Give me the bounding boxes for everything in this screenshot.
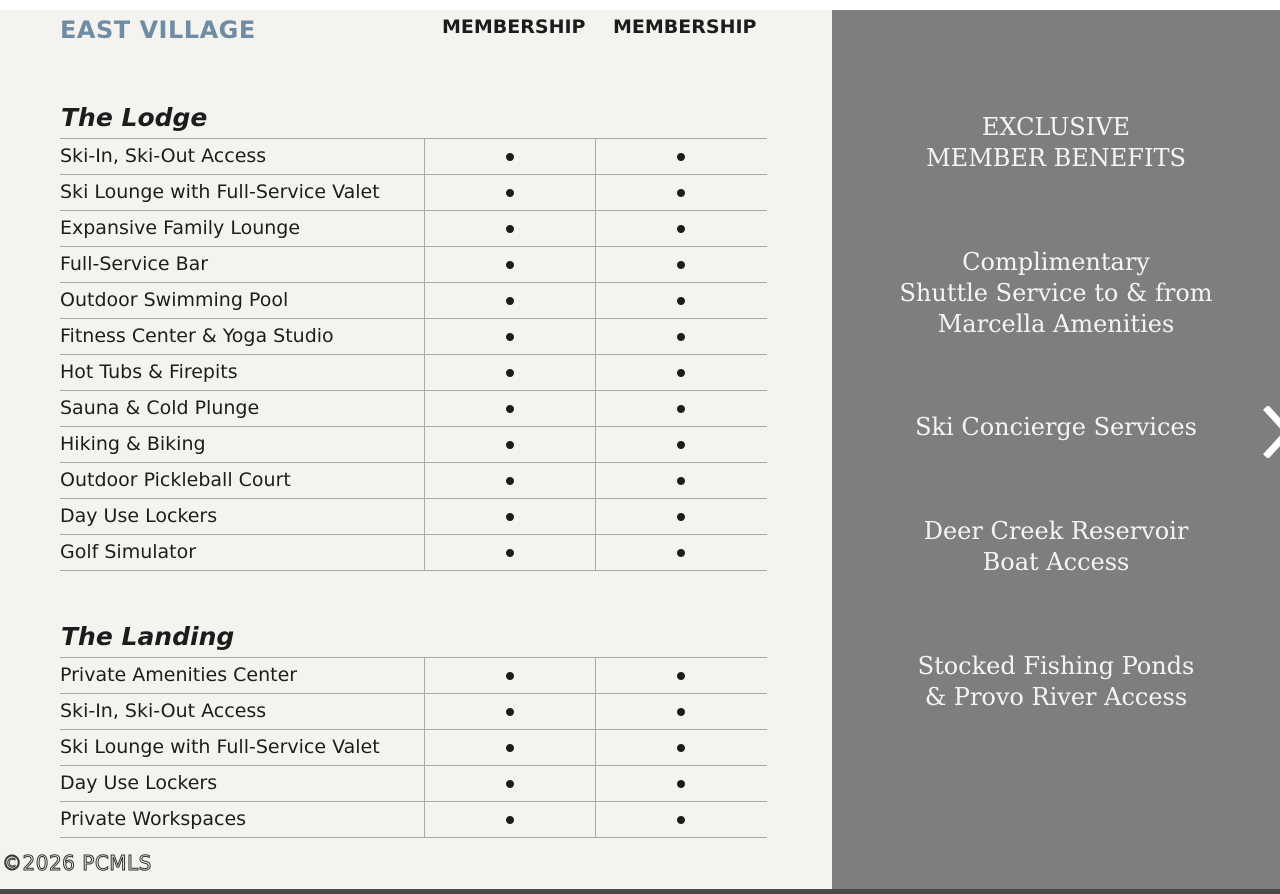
- benefit-ski-concierge: [832, 412, 1280, 443]
- row-label: Expansive Family Lounge: [60, 217, 301, 239]
- bullet-icon: [677, 189, 685, 197]
- table-row: [60, 139, 767, 175]
- lodge-table: [60, 138, 767, 571]
- bullet-icon: [677, 333, 685, 341]
- section-title-lodge: The Lodge: [61, 103, 208, 132]
- table-row: [60, 247, 767, 283]
- landing-table: [60, 657, 767, 838]
- benefit-boat-access: [832, 516, 1280, 578]
- table-row: [60, 535, 767, 571]
- benefit-line: Boat Access: [982, 548, 1130, 576]
- bullet-icon: [506, 744, 514, 752]
- copyright-watermark: ©2026 PCMLS: [2, 851, 152, 875]
- bullet-icon: [506, 405, 514, 413]
- bullet-icon: [677, 477, 685, 485]
- row-label: Private Amenities Center: [60, 664, 298, 686]
- row-label: Golf Simulator: [60, 541, 197, 563]
- chevron-right-icon[interactable]: [1262, 406, 1280, 458]
- benefit-line: Complimentary: [962, 248, 1150, 276]
- row-label: Outdoor Pickleball Court: [60, 469, 291, 491]
- benefits-heading-line: EXCLUSIVE: [981, 113, 1131, 141]
- benefit-line: Deer Creek Reservoir: [923, 517, 1189, 545]
- row-label: Fitness Center & Yoga Studio: [60, 325, 334, 347]
- bullet-icon: [506, 513, 514, 521]
- bottom-strip: [0, 889, 1280, 894]
- benefit-line: Stocked Fishing Ponds: [917, 652, 1195, 680]
- row-label: Hot Tubs & Firepits: [60, 361, 238, 383]
- table-row: [60, 175, 767, 211]
- row-label: Day Use Lockers: [60, 772, 218, 794]
- benefit-line: Shuttle Service to & from: [899, 279, 1213, 307]
- bullet-icon: [506, 297, 514, 305]
- bullet-icon: [506, 816, 514, 824]
- bullet-icon: [506, 441, 514, 449]
- bullet-icon: [677, 780, 685, 788]
- bullet-icon: [506, 708, 514, 716]
- brand-title: EAST VILLAGE: [60, 16, 256, 44]
- row-label: Ski Lounge with Full-Service Valet: [60, 181, 380, 203]
- bullet-icon: [506, 225, 514, 233]
- table-row: [60, 391, 767, 427]
- benefits-heading-line: MEMBER BENEFITS: [926, 144, 1186, 172]
- bullet-icon: [677, 441, 685, 449]
- bullet-icon: [506, 549, 514, 557]
- bullet-icon: [506, 261, 514, 269]
- top-strip: [0, 0, 1280, 10]
- benefits-panel: [832, 10, 1280, 889]
- bullet-icon: [506, 333, 514, 341]
- membership-table-panel: [0, 10, 832, 889]
- bullet-icon: [506, 780, 514, 788]
- bullet-icon: [677, 708, 685, 716]
- bullet-icon: [677, 513, 685, 521]
- table-row: [60, 283, 767, 319]
- bullet-icon: [677, 672, 685, 680]
- table-row: [60, 463, 767, 499]
- bullet-icon: [506, 369, 514, 377]
- bullet-icon: [677, 816, 685, 824]
- benefit-fishing: [832, 651, 1280, 713]
- column-header-1: MEMBERSHIP: [442, 16, 586, 38]
- table-row: [60, 355, 767, 391]
- bullet-icon: [506, 477, 514, 485]
- bullet-icon: [677, 744, 685, 752]
- column-header-2: MEMBERSHIP: [613, 16, 757, 38]
- bullet-icon: [677, 549, 685, 557]
- bullet-icon: [506, 153, 514, 161]
- bullet-icon: [677, 153, 685, 161]
- table-row: [60, 427, 767, 463]
- table-row: [60, 319, 767, 355]
- bullet-icon: [677, 369, 685, 377]
- benefit-line: Marcella Amenities: [937, 310, 1175, 338]
- bullet-icon: [677, 405, 685, 413]
- benefit-line: Ski Concierge Services: [915, 413, 1197, 441]
- table-row: [60, 211, 767, 247]
- table-row: [60, 658, 767, 694]
- table-row: [60, 499, 767, 535]
- bullet-icon: [506, 672, 514, 680]
- row-label: Day Use Lockers: [60, 505, 218, 527]
- table-row: [60, 730, 767, 766]
- table-row: [60, 694, 767, 730]
- row-label: Ski-In, Ski-Out Access: [60, 700, 267, 722]
- row-label: Sauna & Cold Plunge: [60, 397, 260, 419]
- row-label: Full-Service Bar: [60, 253, 209, 275]
- benefits-heading: [832, 112, 1280, 174]
- table-row: [60, 802, 767, 838]
- section-title-landing: The Landing: [61, 622, 235, 651]
- bullet-icon: [677, 225, 685, 233]
- bullet-icon: [677, 297, 685, 305]
- row-label: Ski Lounge with Full-Service Valet: [60, 736, 380, 758]
- row-label: Outdoor Swimming Pool: [60, 289, 289, 311]
- bullet-icon: [677, 261, 685, 269]
- row-label: Hiking & Biking: [60, 433, 206, 455]
- benefit-shuttle: [832, 247, 1280, 340]
- row-label: Ski-In, Ski-Out Access: [60, 145, 267, 167]
- row-label: Private Workspaces: [60, 808, 247, 830]
- bullet-icon: [506, 189, 514, 197]
- table-row: [60, 766, 767, 802]
- benefit-line: & Provo River Access: [924, 683, 1188, 711]
